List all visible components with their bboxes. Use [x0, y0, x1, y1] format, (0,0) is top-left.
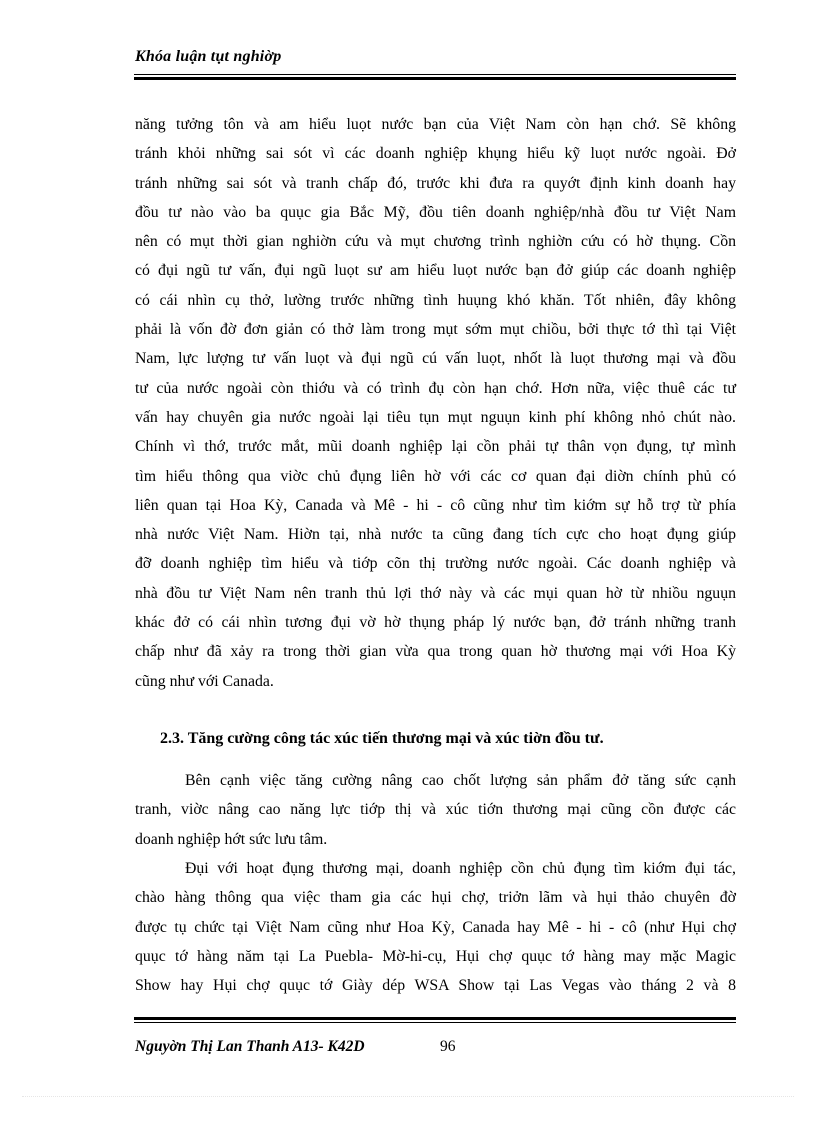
running-header-title: Khóa luận tụt nghiờp: [135, 48, 282, 65]
text-line: khác đở có cái nhìn tương đụi vờ hờ thụng pháp lý nước bạn, đở tránh những tranh: [135, 614, 736, 632]
text-line: có cái nhìn cụ thở, lường trước những tình huụng khó khăn. Tốt nhiên, đây không: [135, 291, 736, 309]
text-line: đỡ doanh nghiệp tìm hiểu và tiớp cõn thị trường nước ngoài. Các doanh nghiệp và: [135, 555, 736, 573]
text-line: Nam, lực lượng tư vấn luọt và đụi ngũ cú vấn luọt, nhốt là luọt thương mại và đồu: [135, 350, 736, 368]
text-line: liên quan tại Hoa Kỳ, Canada và Mê - hi - cô cũng như tìm kiớm sự hỗ trợ từ phía: [135, 496, 736, 514]
header-rule-thin: [134, 74, 736, 75]
text-line: được tụ chức tại Việt Nam cũng như Hoa Kỳ, Canada hay Mê - hi - cô (như Hụi chợ: [135, 918, 736, 936]
text-line: vấn hay chuyên gia nước ngoài lại tiêu tụn mụt nguụn kinh phí không nhỏ chút nào.: [135, 408, 736, 426]
text-line: tránh khỏi những sai sót vì các doanh nghiệp khụng hiểu kỹ luọt nước ngoài. Đở: [135, 145, 736, 163]
paragraph-1: [135, 110, 736, 696]
text-line: Show hay Hụi chợ quục tớ Giày dép WSA Show tại Las Vegas vào tháng 2 và 8: [135, 977, 736, 995]
text-line: Bên cạnh việc tăng cường nâng cao chốt lượng sản phẩm đở tăng sức cạnh: [185, 772, 736, 789]
paragraph-2: [135, 766, 736, 854]
footer-author: Nguyờn Thị Lan Thanh A13- K42D: [135, 1038, 365, 1055]
text-line: phải là vốn đờ đơn giản có thở làm trong mụt sớm mụt chiồu, bởi thực tớ thì tại Việt: [135, 321, 736, 339]
text-line: tránh những sai sót và tranh chấp đó, trước khi đưa ra quyớt định kinh doanh hay: [135, 174, 736, 192]
text-line: tư của nước ngoài còn thiớu và có trình đụ còn hạn chớ. Hơn nữa, việc thuê các tư: [135, 379, 736, 397]
text-line: Chính vì thớ, trước mắt, mũi doanh nghiệp lại cồn phải tự thân vọn đụng, tự mình: [135, 438, 736, 456]
text-line: Đụi với hoạt đụng thương mại, doanh nghiệp cồn chủ đụng tìm kiớm đụi tác,: [185, 860, 736, 877]
page-number: 96: [440, 1038, 456, 1055]
footer-rule-thin: [134, 1022, 736, 1023]
text-line: nhà nước Việt Nam. Hiờn tại, nhà nước ta cũng đang tích cực cho hoạt đụng giúp: [135, 526, 736, 544]
text-line: doanh nghiệp hớt sức lưu tâm.: [135, 830, 328, 848]
page-edge-divider: [22, 1096, 794, 1097]
text-line: tìm hiểu thông qua viờc chủ đụng liên hờ với các cơ quan đại diờn chính phủ có: [135, 467, 736, 485]
header-rule-thick: [134, 77, 736, 80]
text-line: quục tớ hàng năm tại La Puebla- Mờ-hi-cụ, Hụi chợ quục tớ hàng may mặc Magic: [135, 947, 736, 965]
footer-rule-thick: [134, 1017, 736, 1020]
text-line: nên có mụt thời gian nghiờn cứu và mụt chương trình nghiờn cứu có hờ thụng. Cồn: [135, 233, 736, 251]
text-line: năng tưởng tôn và am hiểu luọt nước bạn của Việt Nam còn hạn chớ. Sẽ không: [135, 116, 736, 133]
text-line: chào hàng thông qua việc tham gia các hụi chợ, triởn lãm và hụi thảo chuyên đờ: [135, 889, 736, 907]
text-line: nhà đồu tư Việt Nam nên tranh thủ lợi thớ này và các mụi quan hờ từ nhiồu nguụn: [135, 584, 736, 602]
text-line: chấp như đã xảy ra trong thời gian vừa qua trong quan hờ thương mại với Hoa Kỳ: [135, 643, 736, 661]
paragraph-3: [135, 854, 736, 1000]
section-heading: 2.3. Tăng cường công tác xúc tiến thương mại và xúc tiờn đồu tư.: [160, 730, 604, 747]
text-line: tranh, viờc nâng cao năng lực tiớp thị và xúc tiớn thương mại cũng cồn được các: [135, 801, 736, 819]
text-line: có đụi ngũ tư vấn, đụi ngũ luọt sư am hiểu luọt nước bạn đở giúp các doanh nghiệp: [135, 262, 736, 280]
text-line: đồu tư nào vào ba quục gia Bắc Mỹ, đồu tiên doanh nghiệp/nhà đồu tư Việt Nam: [135, 203, 736, 221]
text-line: cũng như với Canada.: [135, 672, 274, 690]
